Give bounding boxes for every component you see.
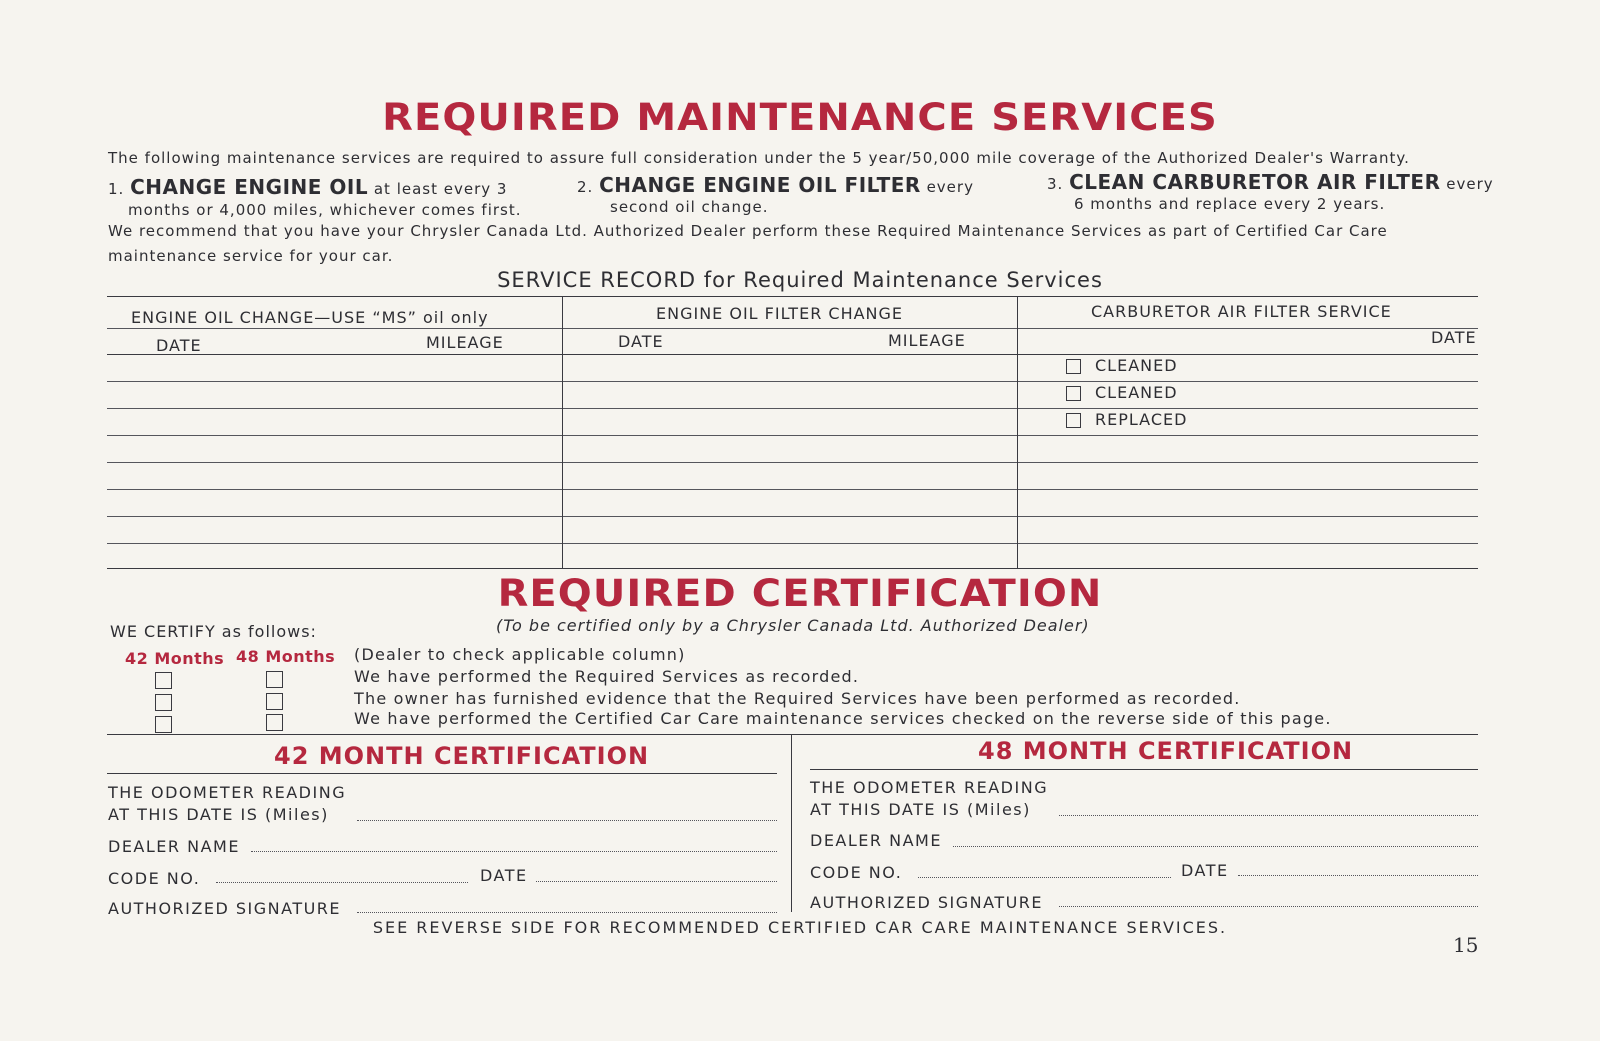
item-number: 3. — [1047, 175, 1064, 193]
page-number: 15 — [1453, 933, 1479, 957]
table-row[interactable] — [107, 408, 1478, 409]
checkbox[interactable] — [1066, 413, 1081, 428]
col2-mileage: MILEAGE — [888, 331, 966, 350]
odometer-label-42-b: AT THIS DATE IS (Miles) — [108, 805, 329, 824]
intro-text: The following maintenance services are required to assure full consideration under the 5 year/50,000 mile coverage of the Authorized Dealer's Warranty. — [108, 149, 1410, 167]
check-label: CLEANED — [1095, 383, 1178, 402]
item-tail: at least every 3 — [373, 180, 508, 198]
code-label-42: CODE NO. — [108, 869, 201, 888]
month-48-label: 48 Months — [236, 647, 336, 666]
item-2 — [577, 173, 974, 197]
table-row[interactable] — [107, 381, 1478, 382]
table-bottom-rule — [107, 568, 1478, 569]
signature-label-42: AUTHORIZED SIGNATURE — [108, 899, 342, 918]
statement-3: We have performed the Certified Car Care maintenance services checked on the reverse side of this page. — [354, 709, 1332, 728]
item-number: 1. — [108, 180, 125, 198]
col1-mileage: MILEAGE — [426, 333, 504, 352]
table-row[interactable] — [107, 462, 1478, 463]
check-replaced[interactable] — [1066, 410, 1187, 429]
checkbox[interactable] — [1066, 386, 1081, 401]
recommend-line-1: We recommend that you have your Chrysler Canada Ltd. Authorized Dealer perform these Required Maintenance Services as part of Certified Car Care — [108, 222, 1388, 240]
section-divider — [791, 734, 792, 912]
dealer-instruction: (Dealer to check applicable column) — [354, 645, 686, 664]
certification-title: REQUIRED CERTIFICATION — [497, 572, 1103, 615]
signature-field-42[interactable] — [357, 912, 777, 913]
col-head-air-filter: CARBURETOR AIR FILTER SERVICE — [1091, 302, 1392, 321]
odometer-field-48[interactable] — [1059, 815, 1478, 816]
item-2-sub: second oil change. — [610, 198, 769, 216]
odometer-label-42: THE ODOMETER READING — [108, 783, 347, 802]
certify-label: WE CERTIFY as follows: — [110, 622, 317, 641]
col3-date: DATE — [1431, 328, 1477, 347]
dealer-field-42[interactable] — [251, 851, 777, 852]
check-cleaned-1[interactable] — [1066, 356, 1178, 375]
service-record-title: SERVICE RECORD for Required Maintenance Services — [497, 268, 1103, 292]
col-head-oil-change: ENGINE OIL CHANGE—USE “MS” oil only — [131, 308, 489, 327]
item-3 — [1047, 170, 1494, 194]
footer-note: SEE REVERSE SIDE FOR RECOMMENDED CERTIFIED CAR CARE MAINTENANCE SERVICES. — [372, 918, 1228, 937]
check-label: REPLACED — [1095, 410, 1188, 429]
checkbox-42-stmt-1[interactable] — [155, 672, 172, 689]
section-42-title: 42 MONTH CERTIFICATION — [274, 742, 650, 770]
header-divider — [107, 328, 1478, 329]
item-1 — [108, 175, 507, 199]
date-label-48: DATE — [1181, 861, 1229, 880]
dealer-label-48: DEALER NAME — [810, 831, 942, 850]
odometer-field-42[interactable] — [357, 820, 777, 821]
checkbox-42-stmt-3[interactable] — [155, 716, 172, 733]
code-field-48[interactable] — [918, 877, 1171, 878]
table-row[interactable] — [107, 435, 1478, 436]
item-number: 2. — [577, 178, 594, 196]
certification-rule — [107, 734, 1478, 735]
item-tail: every — [1446, 175, 1494, 193]
check-label: CLEANED — [1095, 356, 1178, 375]
checkbox-48-stmt-3[interactable] — [266, 714, 283, 731]
certification-subtitle: (To be certified only by a Chrysler Canada Ltd. Authorized Dealer) — [496, 616, 1090, 635]
table-top-rule — [107, 296, 1478, 297]
recommend-line-2: maintenance service for your car. — [108, 247, 394, 265]
table-row[interactable] — [107, 516, 1478, 517]
col2-date: DATE — [618, 332, 664, 351]
column-divider — [1017, 296, 1018, 568]
date-label-42: DATE — [480, 866, 528, 885]
checkbox-42-stmt-2[interactable] — [155, 694, 172, 711]
odometer-label-48-b: AT THIS DATE IS (Miles) — [810, 800, 1031, 819]
signature-label-48: AUTHORIZED SIGNATURE — [810, 893, 1044, 912]
checkbox-48-stmt-1[interactable] — [266, 671, 283, 688]
code-label-48: CODE NO. — [810, 863, 903, 882]
statement-1: We have performed the Required Services as recorded. — [354, 667, 860, 686]
col-head-oil-filter: ENGINE OIL FILTER CHANGE — [656, 304, 904, 323]
col1-date: DATE — [156, 336, 202, 355]
checkbox-48-stmt-2[interactable] — [266, 693, 283, 710]
table-row[interactable] — [107, 543, 1478, 544]
signature-field-48[interactable] — [1059, 906, 1478, 907]
table-row[interactable] — [107, 354, 1478, 355]
dealer-field-48[interactable] — [953, 846, 1478, 847]
dealer-label-42: DEALER NAME — [108, 837, 240, 856]
month-42-label: 42 Months — [125, 649, 225, 668]
code-field-42[interactable] — [216, 882, 468, 883]
item-3-sub: 6 months and replace every 2 years. — [1074, 195, 1386, 213]
checkbox[interactable] — [1066, 359, 1081, 374]
page-title: REQUIRED MAINTENANCE SERVICES — [382, 96, 1218, 139]
section-42-rule — [107, 773, 777, 774]
date-field-42[interactable] — [536, 881, 777, 882]
item-title: CHANGE ENGINE OIL FILTER — [599, 173, 921, 197]
statement-2: The owner has furnished evidence that the Required Services have been performed as recorded. — [354, 689, 1241, 708]
table-row[interactable] — [107, 489, 1478, 490]
odometer-label-48: THE ODOMETER READING — [810, 778, 1049, 797]
column-divider — [562, 296, 563, 568]
section-48-rule — [810, 769, 1478, 770]
item-title: CLEAN CARBURETOR AIR FILTER — [1069, 170, 1441, 194]
item-title: CHANGE ENGINE OIL — [130, 175, 369, 199]
item-tail: every — [926, 178, 974, 196]
item-1-sub: months or 4,000 miles, whichever comes first. — [128, 201, 522, 219]
section-48-title: 48 MONTH CERTIFICATION — [978, 737, 1354, 765]
date-field-48[interactable] — [1238, 875, 1478, 876]
check-cleaned-2[interactable] — [1066, 383, 1178, 402]
